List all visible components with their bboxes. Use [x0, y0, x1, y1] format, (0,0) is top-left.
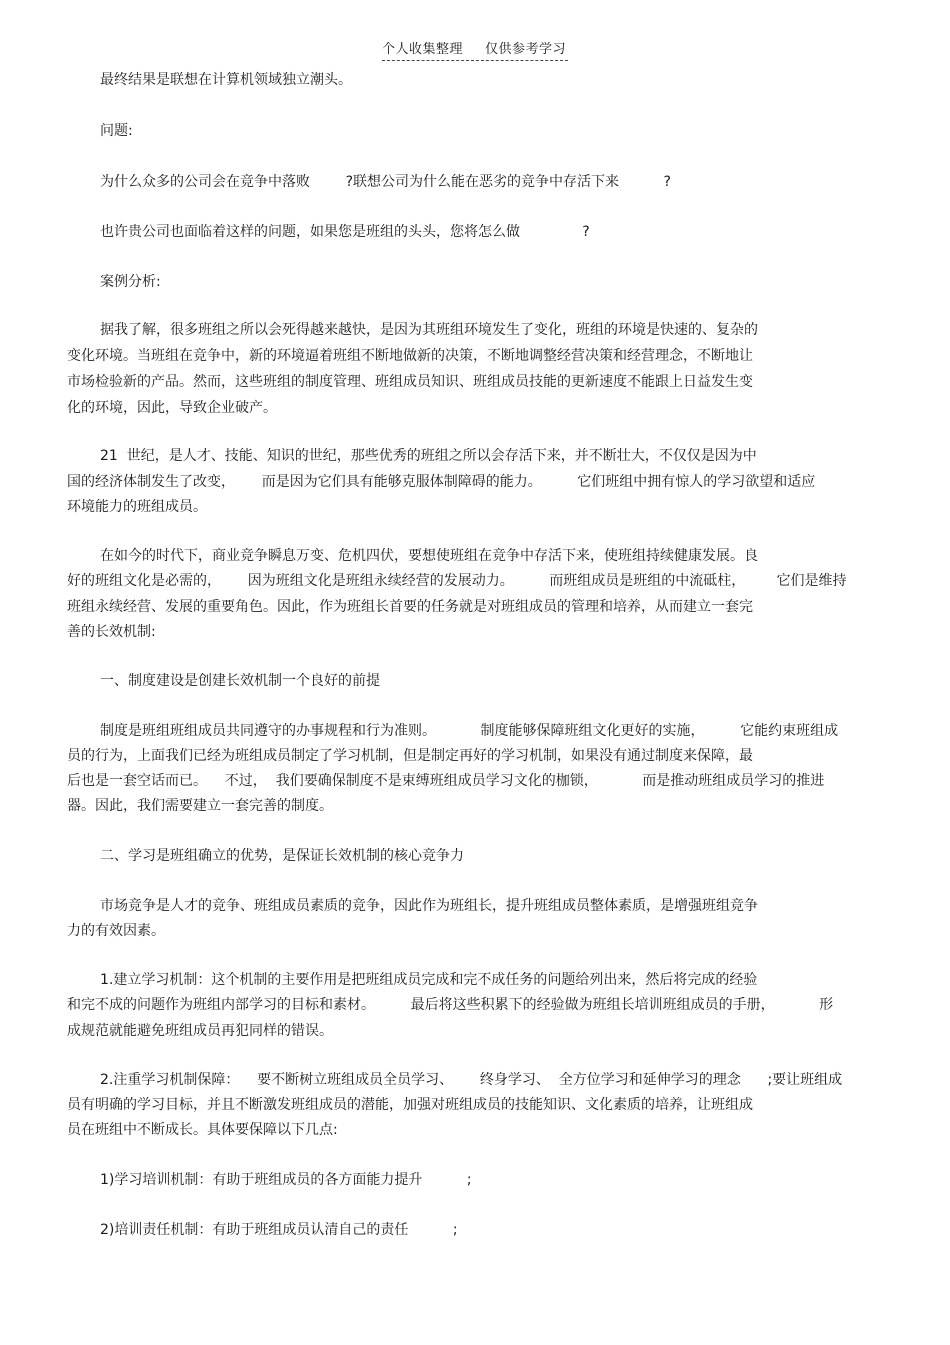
text-line: 问题:	[100, 123, 133, 139]
text-line: 器。因此，我们需要建立一套完善的制度。	[67, 798, 333, 814]
text-line: 成规范就能避免班组成员再犯同样的错误。	[67, 1023, 333, 1039]
text-line: 在如今的时代下，商业竞争瞬息万变、危机四伏，要想使班组在竞争中存活下来，使班组持续健康发展。良	[100, 548, 758, 564]
section-heading: 一、制度建设是创建长效机制一个良好的前提	[100, 673, 380, 689]
text-line: 员有明确的学习目标，并且不断激发班组成员的潜能，加强对班组成员的技能知识、文化素质的培养，让班组成	[67, 1097, 753, 1113]
text-line: 力的有效因素。	[67, 923, 165, 939]
text-line: 和完不成的问题作为班组内部学习的目标和素材。 最后将这些积累下的经验做为班组长培训班组成员的手册， 形	[67, 997, 834, 1013]
text-line: 市场检验新的产品。然而，这些班组的制度管理、班组成员知识、班组成员技能的更新速度不能跟上日益发生变	[67, 374, 753, 390]
text-line: 化的环境，因此，导致企业破产。	[67, 400, 277, 416]
text-line: 环境能力的班组成员。	[67, 499, 207, 515]
header-right-text: 仅供参考学习	[485, 42, 567, 57]
text-line: 员在班组中不断成长。具体要保障以下几点:	[67, 1122, 338, 1138]
header-left-text: 个人收集整理	[382, 42, 464, 57]
page-header	[382, 38, 568, 61]
list-item: 2)培训责任机制：有助于班组成员认清自己的责任 ;	[100, 1222, 458, 1238]
text-line: 制度是班组班组成员共同遵守的办事规程和行为准则。 制度能够保障班组文化更好的实施， 它能约束班组成	[100, 723, 839, 739]
text-line: 市场竞争是人才的竞争、班组成员素质的竞争，因此作为班组长，提升班组成员整体素质，是增强班组竞争	[100, 898, 758, 914]
text-line: 善的长效机制:	[67, 624, 156, 640]
text-line: 案例分析:	[100, 274, 161, 290]
list-item: 1)学习培训机制：有助于班组成员的各方面能力提升 ;	[100, 1172, 472, 1188]
text-line: 21 世纪，是人才、技能、知识的世纪，那些优秀的班组之所以会存活下来，并不断壮大，不仅仅是因为中	[100, 448, 757, 464]
text-line: 据我了解，很多班组之所以会死得越来越快，是因为其班组环境发生了变化，班组的环境是快速的、复杂的	[100, 322, 758, 338]
text-line: 2.注重学习机制保障： 要不断树立班组成员全员学习、 终身学习、 全方位学习和延伸学习的理念 ;要让班组成	[100, 1072, 843, 1088]
text-line: 国的经济体制发生了改变， 而是因为它们具有能够克服体制障碍的能力。 它们班组中拥有惊人的学习欲望和适应	[67, 474, 816, 490]
text-line: 最终结果是联想在计算机领域独立潮头。	[100, 72, 352, 88]
text-line: 后也是一套空话而已。 不过， 我们要确保制度不是束缚班组成员学习文化的枷锁， 而是推动班组成员学习的推进	[67, 773, 825, 789]
text-line: 变化环境。当班组在竞争中，新的环境逼着班组不断地做新的决策，不断地调整经营决策和经营理念，不断地让	[67, 348, 753, 364]
text-line: 1.建立学习机制：这个机制的主要作用是把班组成员完成和完不成任务的问题给列出来，然后将完成的经验	[100, 972, 758, 988]
section-heading: 二、学习是班组确立的优势，是保证长效机制的核心竞争力	[100, 848, 464, 864]
text-line: 为什么众多的公司会在竞争中落败 ?联想公司为什么能在恶劣的竞争中存活下来 ?	[100, 174, 671, 190]
text-line: 员的行为，上面我们已经为班组成员制定了学习机制，但是制定再好的学习机制，如果没有通过制度来保障，最	[67, 748, 753, 764]
text-line: 也许贵公司也面临着这样的问题，如果您是班组的头头，您将怎么做 ?	[100, 224, 590, 240]
text-line: 好的班组文化是必需的， 因为班组文化是班组永续经营的发展动力。 而班组成员是班组的中流砥柱， 它们是维持	[67, 573, 847, 589]
text-line: 班组永续经营、发展的重要角色。因此，作为班组长首要的任务就是对班组成员的管理和培养，从而建立一套完	[67, 599, 753, 615]
